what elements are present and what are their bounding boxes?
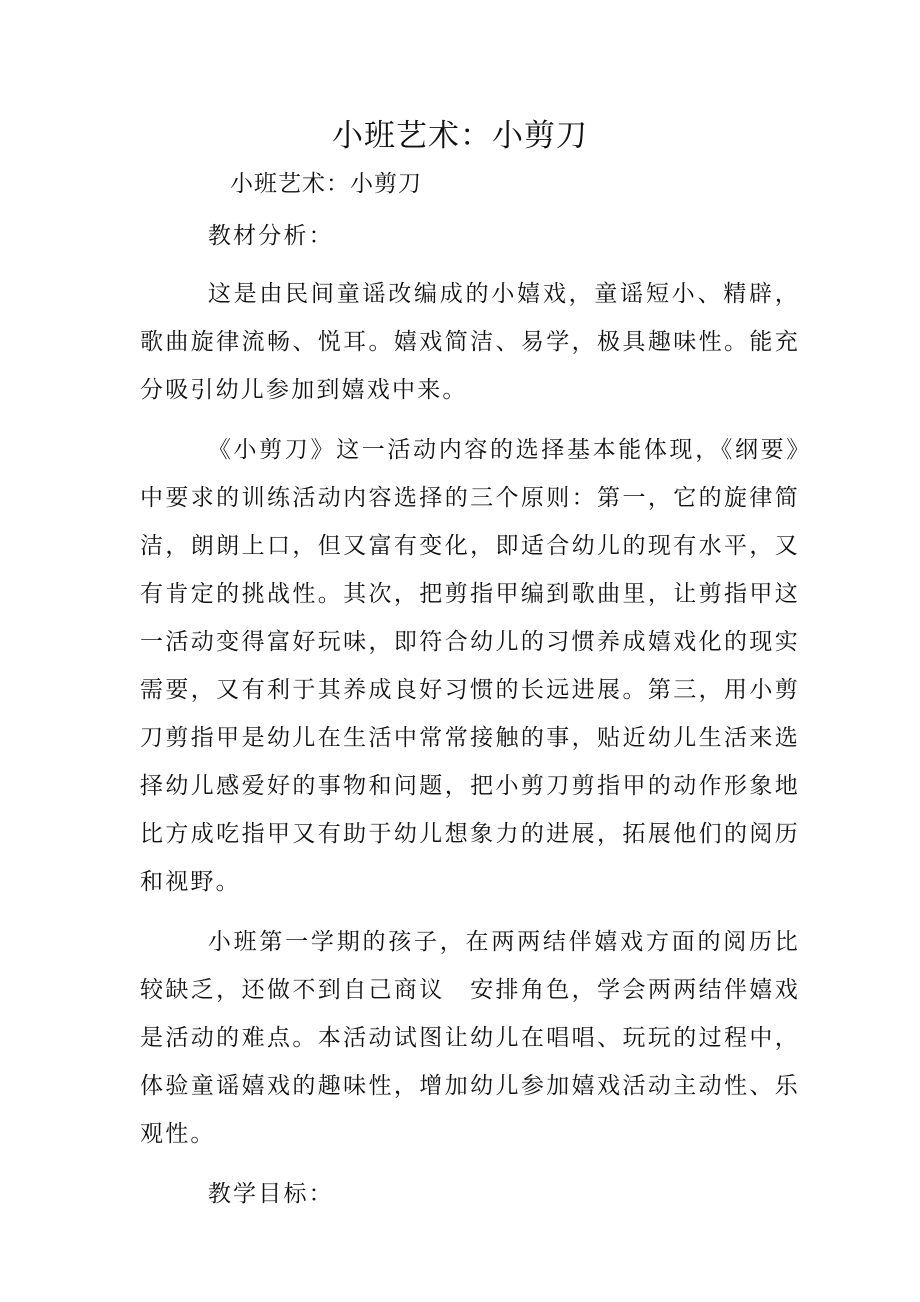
- document-subtitle: 小班艺术：小剪刀: [230, 171, 422, 197]
- section-heading-material: 教材分析：: [207, 223, 334, 249]
- document-body: [140, 212, 800, 1228]
- paragraph: 这是由民间童谣改编成的小嬉戏，童谣短小、精辟，歌曲旋律流畅、悦耳。嬉戏简洁、易学，极具趣味性。能充分吸引幼儿参加到嬉戏中来。: [140, 281, 800, 403]
- paragraph: 《小剪刀》这一活动内容的选择基本能体现，《纲要》中要求的训练活动内容选择的三个原则：第一，它的旋律简洁，朗朗上口，但又富有变化，即适合幼儿的现有水平，又有肯定的挑战性。其次，把剪指甲编到歌曲里，让剪指甲这一活动变得富好玩味，即符合幼儿的习惯养成嬉戏化的现实需要，又有利于其养成良好习惯的长远进展。第三，用小剪刀剪指甲是幼儿在生活中常常接触的事，贴近幼儿生活来选择幼儿感爱好的事物和问题，把小剪刀剪指甲的动作形象地比方成吃指甲又有助于幼儿想象力的进展，拓展他们的阅历和视野。: [140, 437, 800, 895]
- document-title: 小班艺术：小剪刀: [332, 118, 588, 154]
- section-heading-goals: 教学目标：: [207, 1181, 334, 1207]
- paragraph: 小班第一学期的孩子，在两两结伴嬉戏方面的阅历比较缺乏，还做不到自己商议 安排角色，学会两两结伴嬉戏是活动的难点。本活动试图让幼儿在唱唱、玩玩的过程中，体验童谣嬉戏的趣味性，增加幼儿参加嬉戏活动主动性、乐观性。: [140, 929, 800, 1147]
